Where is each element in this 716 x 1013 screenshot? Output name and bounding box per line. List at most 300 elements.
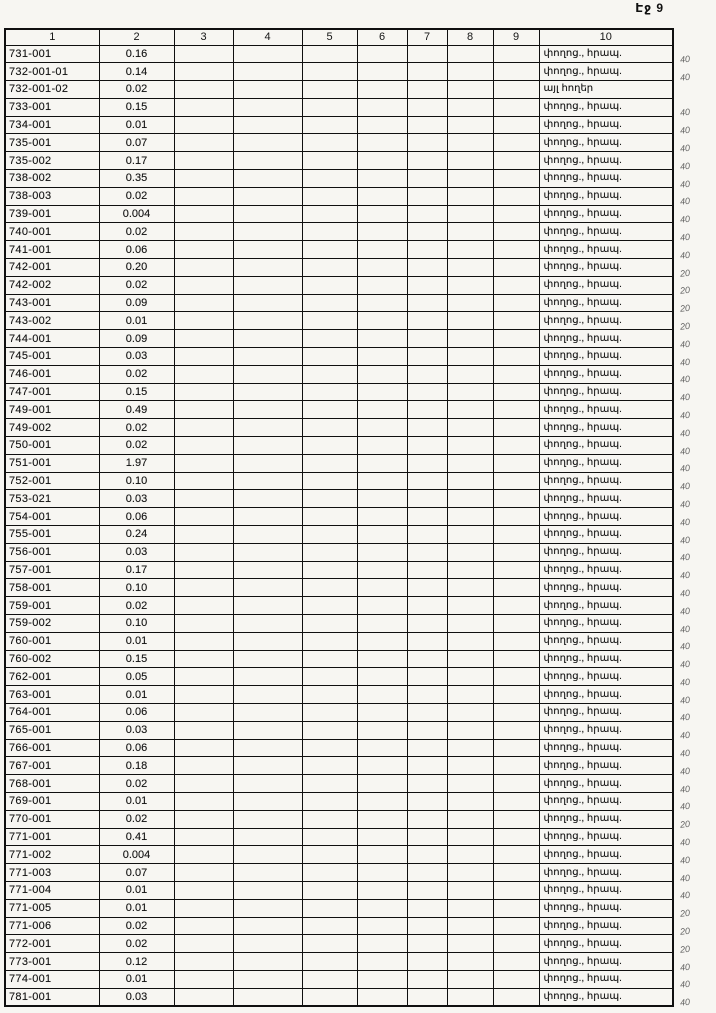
cell-empty <box>357 472 407 490</box>
cell-area-value: 0.03 <box>99 348 174 366</box>
cell-empty <box>302 632 357 650</box>
cell-empty <box>447 241 493 259</box>
cell-empty <box>302 472 357 490</box>
handwritten-margin-note: 40 <box>679 356 691 368</box>
cell-empty <box>302 864 357 882</box>
cell-empty <box>302 899 357 917</box>
cell-empty <box>174 63 233 81</box>
cell-empty <box>174 490 233 508</box>
handwritten-margin-note: 40 <box>679 338 691 350</box>
cell-empty <box>302 348 357 366</box>
cell-empty <box>407 650 447 668</box>
cell-parcel-code: 744-001 <box>5 330 99 348</box>
cell-empty <box>447 953 493 971</box>
cell-empty <box>447 383 493 401</box>
cell-empty <box>447 881 493 899</box>
cell-land-use: փողոց., հրապ. <box>539 579 673 597</box>
cell-empty <box>357 312 407 330</box>
cell-empty <box>302 312 357 330</box>
cell-empty <box>233 899 302 917</box>
handwritten-margin-note: 40 <box>679 730 691 742</box>
cell-empty <box>357 348 407 366</box>
cell-empty <box>233 170 302 188</box>
cell-area-value: 0.01 <box>99 116 174 134</box>
cell-empty <box>407 472 447 490</box>
cell-area-value: 0.02 <box>99 276 174 294</box>
cell-area-value: 0.10 <box>99 472 174 490</box>
cell-empty <box>493 899 539 917</box>
cell-empty <box>233 810 302 828</box>
cell-empty <box>407 828 447 846</box>
cell-empty <box>447 98 493 116</box>
cell-empty <box>493 330 539 348</box>
table-row <box>5 615 673 633</box>
cell-parcel-code: 774-001 <box>5 970 99 988</box>
cell-empty <box>302 276 357 294</box>
cell-empty <box>357 187 407 205</box>
cell-empty <box>357 686 407 704</box>
cell-land-use: փողոց., հրապ. <box>539 615 673 633</box>
handwritten-margin-note: 40 <box>679 196 691 208</box>
handwritten-margin-note: 40 <box>679 160 691 172</box>
handwritten-margin-note: 20 <box>679 908 691 920</box>
cell-land-use: փողոց., հրապ. <box>539 828 673 846</box>
cell-empty <box>407 223 447 241</box>
cell-land-use: փողոց., հրապ. <box>539 490 673 508</box>
cell-empty <box>302 970 357 988</box>
cell-empty <box>174 223 233 241</box>
cell-empty <box>407 259 447 277</box>
table-row <box>5 98 673 116</box>
cell-empty <box>357 739 407 757</box>
cell-parcel-code: 766-001 <box>5 739 99 757</box>
cell-empty <box>174 45 233 63</box>
cell-empty <box>493 134 539 152</box>
table-row <box>5 205 673 223</box>
cell-empty <box>493 579 539 597</box>
cell-empty <box>357 401 407 419</box>
cell-empty <box>407 98 447 116</box>
cell-land-use: փողոց., հրապ. <box>539 632 673 650</box>
cell-empty <box>407 686 447 704</box>
cell-parcel-code: 769-001 <box>5 792 99 810</box>
cell-area-value: 0.01 <box>99 632 174 650</box>
cell-empty <box>233 508 302 526</box>
cell-empty <box>493 721 539 739</box>
cell-parcel-code: 764-001 <box>5 703 99 721</box>
cell-empty <box>493 543 539 561</box>
handwritten-margin-note: 40 <box>679 979 691 991</box>
cell-area-value: 0.09 <box>99 294 174 312</box>
table-row <box>5 152 673 170</box>
handwritten-margin-note: 40 <box>679 498 691 510</box>
table-row <box>5 259 673 277</box>
handwritten-margin-note: 40 <box>679 409 691 421</box>
cell-empty <box>302 721 357 739</box>
table-row <box>5 988 673 1006</box>
table-row <box>5 526 673 544</box>
cell-land-use: փողոց., հրապ. <box>539 739 673 757</box>
table-row <box>5 757 673 775</box>
cell-land-use: փողոց., հրապ. <box>539 650 673 668</box>
table-row <box>5 312 673 330</box>
cell-empty <box>302 419 357 437</box>
cell-empty <box>357 917 407 935</box>
cell-empty <box>447 561 493 579</box>
cell-empty <box>407 615 447 633</box>
handwritten-margin-note: 40 <box>679 747 691 759</box>
handwritten-margin-note: 40 <box>679 658 691 670</box>
column-header-7: 7 <box>407 29 447 45</box>
cell-empty <box>493 383 539 401</box>
handwritten-margin-note: 40 <box>679 463 691 475</box>
cell-land-use: փողոց., հրապ. <box>539 988 673 1006</box>
cell-empty <box>357 561 407 579</box>
cell-empty <box>357 775 407 793</box>
cell-parcel-code: 743-001 <box>5 294 99 312</box>
cell-empty <box>302 561 357 579</box>
handwritten-margin-note: 40 <box>679 890 691 902</box>
cell-empty <box>493 597 539 615</box>
cell-empty <box>407 170 447 188</box>
handwritten-margin-note: 40 <box>679 107 691 119</box>
cell-empty <box>233 543 302 561</box>
cell-land-use: փողոց., հրապ. <box>539 686 673 704</box>
cell-area-value: 0.15 <box>99 383 174 401</box>
cell-empty <box>302 881 357 899</box>
cell-empty <box>407 348 447 366</box>
cell-parcel-code: 760-001 <box>5 632 99 650</box>
cell-land-use: փողոց., հրապ. <box>539 170 673 188</box>
cell-parcel-code: 763-001 <box>5 686 99 704</box>
cell-empty <box>407 757 447 775</box>
cell-empty <box>493 739 539 757</box>
cell-area-value: 0.06 <box>99 703 174 721</box>
cell-area-value: 0.49 <box>99 401 174 419</box>
cell-land-use: փողոց., հրապ. <box>539 792 673 810</box>
cell-empty <box>447 935 493 953</box>
table-row <box>5 703 673 721</box>
cell-empty <box>174 241 233 259</box>
cell-empty <box>174 348 233 366</box>
cell-empty <box>233 792 302 810</box>
cell-parcel-code: 752-001 <box>5 472 99 490</box>
table-row <box>5 899 673 917</box>
cell-empty <box>233 383 302 401</box>
handwritten-margin-note: 40 <box>679 516 691 528</box>
cell-parcel-code: 771-005 <box>5 899 99 917</box>
cell-empty <box>493 864 539 882</box>
cell-empty <box>493 276 539 294</box>
cell-empty <box>447 846 493 864</box>
cell-empty <box>493 935 539 953</box>
cell-empty <box>174 294 233 312</box>
cell-empty <box>302 810 357 828</box>
cell-empty <box>447 63 493 81</box>
cell-empty <box>407 739 447 757</box>
handwritten-margin-note: 40 <box>679 480 691 492</box>
cell-empty <box>357 597 407 615</box>
table-row <box>5 917 673 935</box>
cell-parcel-code: 747-001 <box>5 383 99 401</box>
cell-empty <box>493 650 539 668</box>
cell-parcel-code: 742-002 <box>5 276 99 294</box>
cell-empty <box>174 579 233 597</box>
cell-empty <box>447 864 493 882</box>
cell-area-value: 0.02 <box>99 437 174 455</box>
cell-area-value: 0.06 <box>99 508 174 526</box>
cell-empty <box>233 116 302 134</box>
cell-land-use: փողոց., հրապ. <box>539 276 673 294</box>
cell-area-value: 0.02 <box>99 365 174 383</box>
cell-empty <box>233 45 302 63</box>
cell-empty <box>493 775 539 793</box>
cell-parcel-code: 750-001 <box>5 437 99 455</box>
handwritten-margin-note: 40 <box>679 854 691 866</box>
cell-parcel-code: 753-021 <box>5 490 99 508</box>
handwritten-margin-note: 40 <box>679 623 691 635</box>
cell-area-value: 0.01 <box>99 970 174 988</box>
cell-empty <box>174 259 233 277</box>
cell-parcel-code: 771-003 <box>5 864 99 882</box>
cell-empty <box>407 846 447 864</box>
cell-empty <box>447 721 493 739</box>
cell-empty <box>174 508 233 526</box>
cell-empty <box>302 401 357 419</box>
cell-empty <box>493 970 539 988</box>
cell-empty <box>233 632 302 650</box>
cell-empty <box>302 152 357 170</box>
cell-area-value: 0.02 <box>99 187 174 205</box>
cell-empty <box>447 472 493 490</box>
cell-empty <box>302 116 357 134</box>
cell-parcel-code: 732-001-02 <box>5 81 99 99</box>
handwritten-margin-note: 40 <box>679 694 691 706</box>
cell-empty <box>174 615 233 633</box>
cell-parcel-code: 754-001 <box>5 508 99 526</box>
cell-empty <box>302 953 357 971</box>
cell-empty <box>493 348 539 366</box>
cell-area-value: 0.02 <box>99 223 174 241</box>
cell-empty <box>233 846 302 864</box>
column-header-3: 3 <box>174 29 233 45</box>
cell-parcel-code: 755-001 <box>5 526 99 544</box>
cell-land-use: փողոց., հրապ. <box>539 205 673 223</box>
table-row <box>5 561 673 579</box>
table-row <box>5 597 673 615</box>
cell-empty <box>447 437 493 455</box>
cell-area-value: 0.03 <box>99 543 174 561</box>
cell-land-use: փողոց., հրապ. <box>539 223 673 241</box>
cell-empty <box>174 170 233 188</box>
cell-empty <box>493 490 539 508</box>
cell-parcel-code: 749-002 <box>5 419 99 437</box>
cell-empty <box>407 63 447 81</box>
cell-empty <box>233 223 302 241</box>
cell-empty <box>407 881 447 899</box>
handwritten-margin-note: 40 <box>679 391 691 403</box>
column-header-6: 6 <box>357 29 407 45</box>
cell-empty <box>233 615 302 633</box>
cell-land-use: փողոց., հրապ. <box>539 348 673 366</box>
cell-empty <box>407 152 447 170</box>
cell-empty <box>493 561 539 579</box>
cell-empty <box>447 223 493 241</box>
cell-empty <box>357 668 407 686</box>
table-row <box>5 579 673 597</box>
table-row <box>5 330 673 348</box>
table-row <box>5 419 673 437</box>
table-row <box>5 864 673 882</box>
cell-parcel-code: 770-001 <box>5 810 99 828</box>
cell-empty <box>447 134 493 152</box>
cell-empty <box>447 543 493 561</box>
cell-empty <box>174 81 233 99</box>
cell-area-value: 0.07 <box>99 134 174 152</box>
cell-empty <box>174 650 233 668</box>
cell-empty <box>357 116 407 134</box>
cell-empty <box>447 828 493 846</box>
cell-empty <box>447 775 493 793</box>
cell-empty <box>447 365 493 383</box>
cell-parcel-code: 762-001 <box>5 668 99 686</box>
cell-empty <box>357 757 407 775</box>
cell-empty <box>447 419 493 437</box>
cell-empty <box>357 935 407 953</box>
handwritten-margin-note: 40 <box>679 427 691 439</box>
handwritten-margin-note: 40 <box>679 231 691 243</box>
cell-empty <box>447 259 493 277</box>
cell-empty <box>233 917 302 935</box>
cell-empty <box>493 205 539 223</box>
cell-empty <box>493 419 539 437</box>
cell-empty <box>233 134 302 152</box>
cell-empty <box>357 828 407 846</box>
cell-empty <box>233 953 302 971</box>
cell-empty <box>447 116 493 134</box>
handwritten-margin-note: 40 <box>679 71 691 83</box>
cell-empty <box>493 988 539 1006</box>
cell-empty <box>302 454 357 472</box>
cell-empty <box>233 739 302 757</box>
cell-empty <box>233 686 302 704</box>
cell-empty <box>493 953 539 971</box>
cell-empty <box>493 81 539 99</box>
cell-empty <box>357 721 407 739</box>
table-row <box>5 668 673 686</box>
cell-parcel-code: 733-001 <box>5 98 99 116</box>
cell-land-use: փողոց., հրապ. <box>539 187 673 205</box>
cell-empty <box>357 63 407 81</box>
cell-empty <box>233 668 302 686</box>
cell-empty <box>302 437 357 455</box>
cell-empty <box>302 526 357 544</box>
cell-empty <box>357 454 407 472</box>
cell-empty <box>233 259 302 277</box>
column-header-9: 9 <box>493 29 539 45</box>
cell-area-value: 0.24 <box>99 526 174 544</box>
handwritten-margin-note: 20 <box>679 819 691 831</box>
cell-area-value: 0.12 <box>99 953 174 971</box>
cell-empty <box>174 134 233 152</box>
table-row <box>5 686 673 704</box>
handwritten-margin-note: 40 <box>679 552 691 564</box>
column-header-8: 8 <box>447 29 493 45</box>
cell-parcel-code: 746-001 <box>5 365 99 383</box>
cell-empty <box>174 561 233 579</box>
cell-empty <box>493 881 539 899</box>
cell-empty <box>493 686 539 704</box>
table-row <box>5 294 673 312</box>
cell-area-value: 0.02 <box>99 597 174 615</box>
cell-empty <box>447 597 493 615</box>
cell-land-use: փողոց., հրապ. <box>539 383 673 401</box>
cell-empty <box>302 917 357 935</box>
handwritten-margin-note: 20 <box>679 943 691 955</box>
cell-area-value: 0.20 <box>99 259 174 277</box>
table-row <box>5 81 673 99</box>
cell-area-value: 0.01 <box>99 312 174 330</box>
cell-empty <box>407 401 447 419</box>
cell-empty <box>302 63 357 81</box>
cell-empty <box>447 526 493 544</box>
cell-empty <box>174 881 233 899</box>
cell-empty <box>233 472 302 490</box>
cell-empty <box>302 294 357 312</box>
cell-empty <box>174 899 233 917</box>
cell-land-use: փողոց., հրապ. <box>539 259 673 277</box>
table-row <box>5 472 673 490</box>
cell-empty <box>174 846 233 864</box>
cell-empty <box>302 134 357 152</box>
cell-empty <box>302 988 357 1006</box>
cell-empty <box>493 454 539 472</box>
cell-empty <box>407 312 447 330</box>
handwritten-margin-note: 40 <box>679 836 691 848</box>
cell-land-use: փողոց., հրապ. <box>539 152 673 170</box>
cell-land-use: փողոց., հրապ. <box>539 116 673 134</box>
cell-parcel-code: 745-001 <box>5 348 99 366</box>
cell-empty <box>233 526 302 544</box>
cell-empty <box>302 935 357 953</box>
cell-empty <box>233 81 302 99</box>
cell-empty <box>357 205 407 223</box>
table-row <box>5 970 673 988</box>
cell-parcel-code: 771-006 <box>5 917 99 935</box>
handwritten-margin-note: 20 <box>679 925 691 937</box>
cell-empty <box>407 579 447 597</box>
cell-empty <box>407 792 447 810</box>
cell-empty <box>233 294 302 312</box>
cell-empty <box>233 935 302 953</box>
cell-empty <box>233 561 302 579</box>
cell-land-use: փողոց., հրապ. <box>539 917 673 935</box>
handwritten-margin-note: 20 <box>679 267 691 279</box>
cell-parcel-code: 756-001 <box>5 543 99 561</box>
cell-parcel-code: 773-001 <box>5 953 99 971</box>
cell-empty <box>447 739 493 757</box>
cell-empty <box>493 116 539 134</box>
cell-land-use: փողոց., հրապ. <box>539 668 673 686</box>
cell-empty <box>447 668 493 686</box>
cell-area-value: 0.01 <box>99 899 174 917</box>
cell-area-value: 0.06 <box>99 739 174 757</box>
cell-empty <box>174 383 233 401</box>
cell-empty <box>233 419 302 437</box>
cell-parcel-code: 758-001 <box>5 579 99 597</box>
table-row <box>5 739 673 757</box>
cell-empty <box>174 970 233 988</box>
